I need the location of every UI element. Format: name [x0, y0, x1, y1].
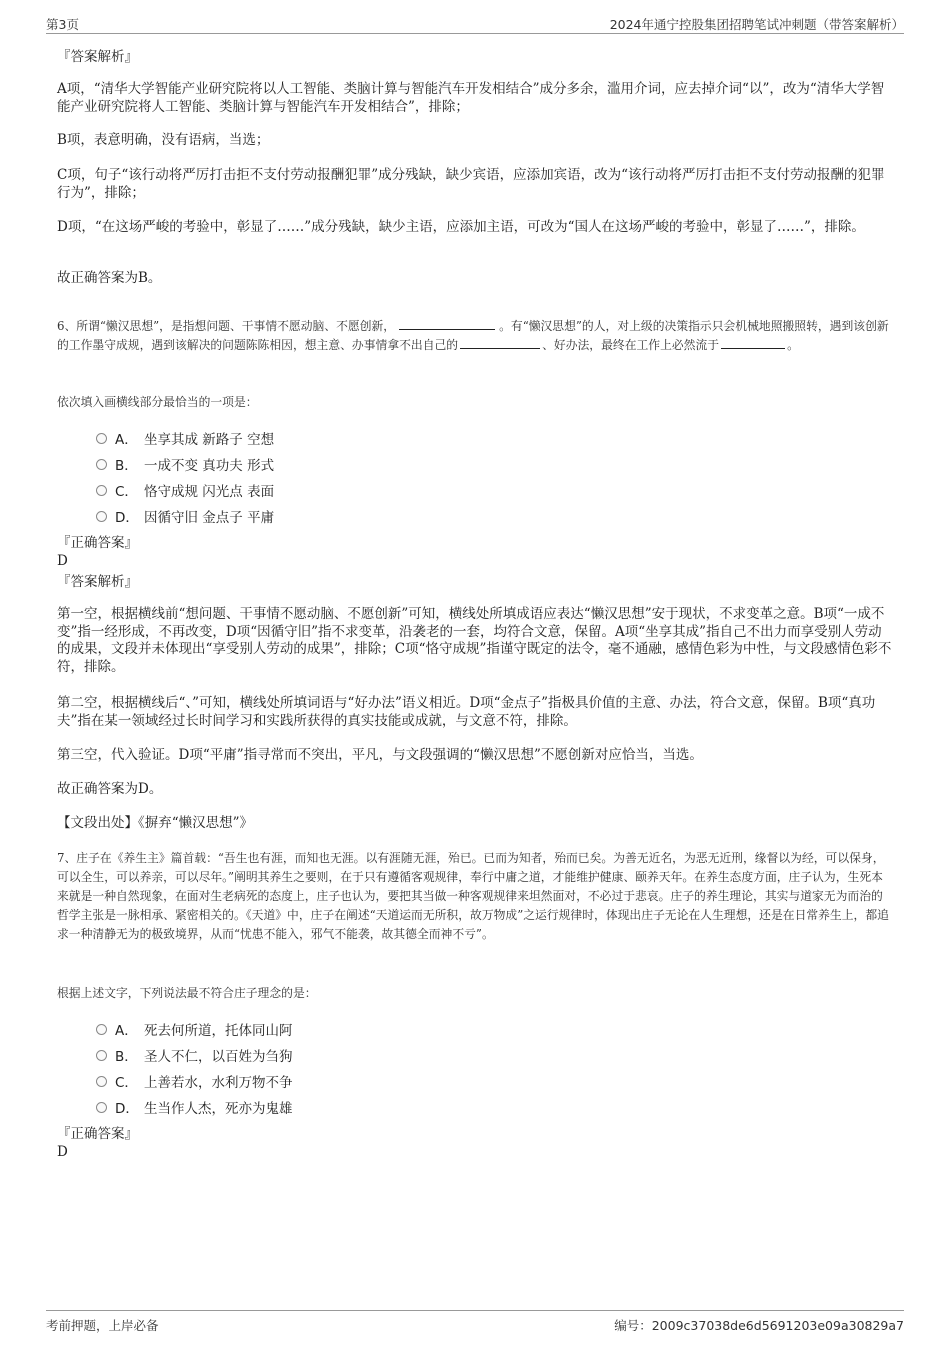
q5-analysis-para-c: C项，句子“该行动将严厉打击拒不支付劳动报酬犯罪”成分残缺，缺少宾语，应添加宾语，改为“该行动将严厉打击拒不支付劳动报酬的犯罪行为”，排除；	[57, 167, 885, 201]
option-text: 上善若水，水利万物不争	[144, 1075, 293, 1091]
q6-stem: 6、所谓“懒汉思想”，是指想问题、干事情不愿动脑、不愿创新， 。有“懒汉思想”的人，对上级的决策指示只会机械地照搬照转，遇到该创新的工作墨守成规，遇到该解决的问题陈陈相因，想主意、办事情拿不出自己的 、好办法，最终在工作上必然流于 。	[57, 319, 889, 352]
option-text: 一成不变 真功夫 形式	[144, 458, 275, 474]
document-title: 2024年通宁控股集团招聘笔试冲刺题（带答案解析）	[609, 17, 904, 32]
option-letter: D．	[115, 510, 139, 526]
option-text: 死去何所道，托体同山阿	[144, 1023, 293, 1039]
option-text: 坐享其成 新路子 空想	[144, 432, 275, 448]
q6-analysis-blank-3: 第三空，代入验证。D项“平庸”指寻常而不突出，平凡，与文段强调的“懒汉思想”不愿创新对应恰当，当选。	[57, 747, 703, 763]
q5-conclusion: 故正确答案为B。	[57, 270, 162, 286]
option-letter: A．	[115, 432, 138, 448]
q6-conclusion: 故正确答案为D。	[57, 781, 163, 797]
q6-source: 【文段出处】《摒弃“懒汉思想”》	[57, 815, 254, 831]
q6-prompt: 依次填入画横线部分最恰当的一项是：	[57, 395, 258, 409]
q6-correct-label: 『正确答案』	[57, 535, 138, 551]
q6-analysis-blank-1: 第一空，根据横线前“想问题、干事情不愿动脑、不愿创新”可知，横线处所填成语应表达“懒汉思想”安于现状，不求变革之意。B项“一成不变”指一经形成，不再改变，D项“因循守旧”指不求变革，沿袭老的一套，均符合文意，保留。A项“坐享其成”指自己不出力而享受别人劳动的成果，文段并未体现出“享受别人劳动的成果”，排除；C项“恪守成规”指谨守既定的法令，毫不通融，感情色彩为中性，与文段感情色彩不符，排除。	[57, 606, 892, 675]
q6-answer: D	[57, 553, 68, 569]
radio-button-icon[interactable]	[96, 1050, 107, 1061]
option-text: 生当作人杰，死亦为鬼雄	[144, 1101, 293, 1117]
option-letter: B．	[115, 458, 138, 474]
fill-blank-1[interactable]	[399, 318, 495, 330]
q7-answer: D	[57, 1144, 68, 1160]
option-letter: A．	[115, 1023, 138, 1039]
radio-button-icon[interactable]	[96, 433, 107, 444]
option-text: 圣人不仁，以百姓为刍狗	[144, 1049, 293, 1065]
page-footer	[46, 1310, 904, 1334]
option-letter: B．	[115, 1049, 138, 1065]
q7-prompt: 根据上述文字，下列说法最不符合庄子理念的是：	[57, 986, 317, 1000]
radio-button-icon[interactable]	[96, 511, 107, 522]
q6-analysis-blank-2: 第二空，根据横线后“、”可知，横线处所填词语与“好办法”语义相近。D项“金点子”指极具价值的主意、办法，符合文意，保留。B项“真功夫”指在某一领域经过长时间学习和实践所获得的真实技能或成就，与文意不符，排除。	[57, 695, 876, 729]
radio-button-icon[interactable]	[96, 459, 107, 470]
fill-blank-3[interactable]	[721, 337, 785, 349]
footer-slogan: 考前押题，上岸必备	[46, 1318, 159, 1333]
option-text: 恪守成规 闪光点 表面	[144, 484, 275, 500]
page-header	[46, 14, 904, 34]
option-letter: C．	[115, 1075, 138, 1091]
q5-analysis-label: 『答案解析』	[57, 49, 138, 65]
option-text: 因循守旧 金点子 平庸	[144, 510, 275, 526]
fill-blank-2[interactable]	[460, 337, 540, 349]
q7-correct-label: 『正确答案』	[57, 1126, 138, 1142]
q5-analysis-para-a: A项，“清华大学智能产业研究院将以人工智能、类脑计算与智能汽车开发相结合”成分多余，滥用介词，应去掉介词“以”，改为“清华大学智能产业研究院将人工智能、类脑计算与智能汽车开发相结合”，排除；	[57, 81, 885, 115]
radio-button-icon[interactable]	[96, 1076, 107, 1087]
document-id: 编号：2009c37038de6d5691203e09a30829a7	[614, 1318, 904, 1333]
q5-analysis-para-b: B项，表意明确，没有语病，当选；	[57, 132, 270, 148]
q6-analysis-label: 『答案解析』	[57, 574, 138, 590]
radio-button-icon[interactable]	[96, 1102, 107, 1113]
page-number: 第3页	[46, 17, 79, 32]
q7-stem: 7、庄子在《养生主》篇首载：“吾生也有涯，而知也无涯。以有涯随无涯，殆已。已而为知者，殆而已矣。为善无近名，为恶无近刑，缘督以为经，可以保身，可以全生，可以养亲，可以尽年。”阐明其养生之要则，在于只有遵循客观规律，奉行中庸之道，才能维护健康、颐养天年。在养生态度方面，庄子认为，生死本来就是一种自然现象，在面对生老病死的态度上，庄子也认为，要把其当做一种客观规律来坦然面对，不必过于悲哀。庄子的养生理论，其实与道家无为而治的哲学主张是一脉相承、紧密相关的。《天道》中，庄子在阐述“天道运而无所积，故万物成”之运行规律时，体现出庄子无论在人生理想，还是在日常养生上，都追求一种清静无为的极致境界，从而“忧患不能入，邪气不能袭，故其德全而神不亏”。	[57, 851, 889, 941]
option-letter: D．	[115, 1101, 139, 1117]
radio-button-icon[interactable]	[96, 485, 107, 496]
option-letter: C．	[115, 484, 138, 500]
radio-button-icon[interactable]	[96, 1024, 107, 1035]
q5-analysis-para-d: D项，“在这场严峻的考验中，彰显了……”成分残缺，缺少主语，应添加主语，可改为“国人在这场严峻的考验中，彰显了……”，排除。	[57, 219, 865, 235]
